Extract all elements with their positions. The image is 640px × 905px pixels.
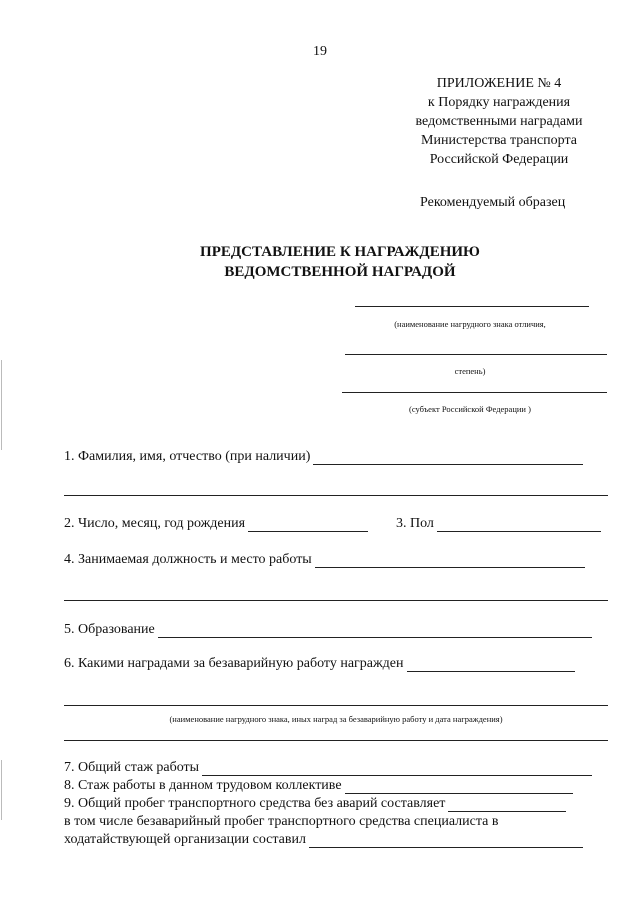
subject-caption: (субъект Российской Федерации ) [409, 404, 531, 414]
page-number: 19 [313, 44, 327, 59]
total-experience-input-line[interactable] [202, 761, 592, 776]
full-name-continuation-line[interactable] [64, 495, 608, 496]
title-line: ВЕДОМСТВЕННОЙ НАГРАДОЙ [224, 264, 456, 280]
field-label: 6. Какими наградами за безаварийную работу награжден [64, 656, 404, 671]
field-label: 4. Занимаемая должность и место работы [64, 552, 312, 567]
team-experience-input-line[interactable] [345, 779, 573, 794]
mileage-organization-input-line[interactable] [309, 833, 583, 848]
field-label: 9. Общий пробег транспортного средства без аварий составляет [64, 796, 446, 811]
field-label: 2. Число, месяц, год рождения [64, 516, 246, 531]
field-gender [396, 516, 601, 532]
appendix-line: Российской Федерации [429, 152, 569, 167]
field-label: 7. Общий стаж работы [64, 760, 200, 775]
appendix-header [404, 74, 594, 169]
field-label: 3. Пол [396, 516, 434, 531]
field-label: в том числе безаварийный пробег транспортного средства специалиста в [64, 814, 499, 829]
field-label: 5. Образование [64, 622, 155, 637]
awards-continuation-line[interactable] [64, 740, 608, 741]
document-title [120, 242, 560, 282]
gender-input-line[interactable] [437, 517, 601, 532]
position-continuation-line[interactable] [64, 600, 608, 601]
recommended-sample-label: Рекомендуемый образец [420, 195, 566, 210]
degree-caption: степень) [454, 366, 486, 376]
appendix-line: ведомственными наградами [415, 114, 583, 129]
field-birth-date [64, 516, 368, 532]
field-awards [64, 656, 575, 672]
award-name-caption: (наименование нагрудного знака отличия, [394, 319, 546, 329]
field-total-experience [64, 760, 592, 776]
appendix-line: к Порядку награждения [427, 95, 571, 110]
education-input-line[interactable] [158, 623, 592, 638]
title-line: ПРЕДСТАВЛЕНИЕ К НАГРАЖДЕНИЮ [200, 244, 480, 260]
subject-line[interactable] [342, 392, 607, 393]
field-label: 8. Стаж работы в данном трудовом коллективе [64, 778, 342, 793]
field-full-name [64, 449, 583, 465]
appendix-line: Министерства транспорта [421, 133, 577, 148]
degree-line[interactable] [345, 354, 607, 355]
full-name-input-line[interactable] [313, 450, 583, 465]
scan-edge-mark [1, 760, 2, 820]
awards-detail-caption: (наименование нагрудного знака, иных наград за безаварийную работу и дата награждения) [169, 714, 503, 724]
birth-date-input-line[interactable] [248, 517, 368, 532]
field-education [64, 622, 592, 638]
award-name-line[interactable] [355, 306, 589, 307]
field-label: 1. Фамилия, имя, отчество (при наличии) [64, 449, 311, 464]
appendix-line: ПРИЛОЖЕНИЕ № 4 [436, 76, 562, 91]
awards-detail-line[interactable] [64, 705, 608, 706]
field-mileage [64, 796, 566, 812]
field-label: ходатайствующей организации составил [64, 832, 306, 847]
awards-input-line[interactable] [407, 657, 575, 672]
field-team-experience [64, 778, 573, 794]
position-input-line[interactable] [315, 553, 585, 568]
mileage-input-line[interactable] [448, 797, 566, 812]
field-mileage-organization [64, 832, 583, 848]
field-position [64, 552, 585, 568]
field-mileage-specialist [64, 814, 498, 830]
scan-edge-mark [1, 360, 2, 450]
